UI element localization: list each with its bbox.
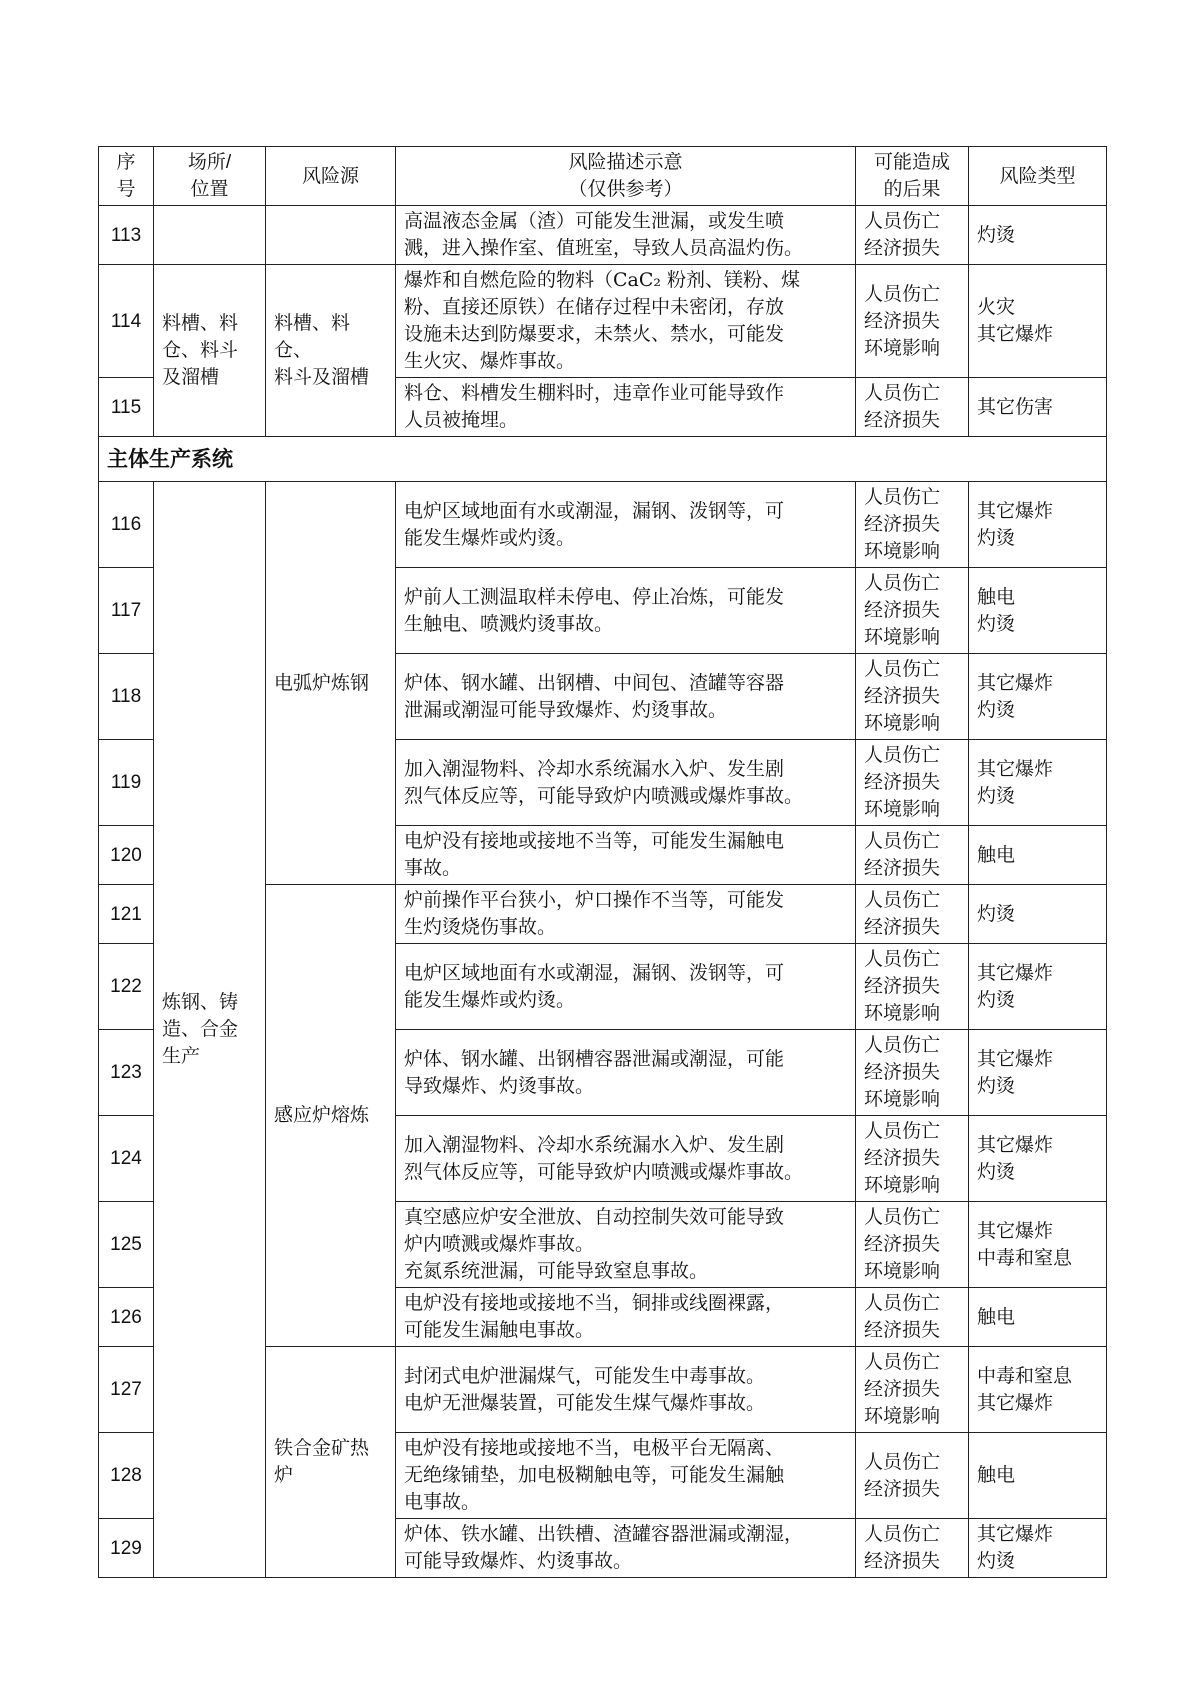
- row-desc: 电炉没有接地或接地不当等，可能发生漏触电 事故。: [396, 826, 856, 885]
- section-row: [99, 437, 1107, 482]
- header-type: 风险类型: [969, 147, 1107, 206]
- row-desc: 加入潮湿物料、冷却水系统漏水入炉、发生剧 烈气体反应等，可能导致炉内喷溅或爆炸事故。: [396, 1116, 856, 1202]
- row-no: 117: [99, 568, 154, 654]
- row-consequence: 人员伤亡 经济损失: [856, 1433, 969, 1519]
- row-desc: 炉前操作平台狭小，炉口操作不当等，可能发 生灼烫烧伤事故。: [396, 885, 856, 944]
- header-source: 风险源: [266, 147, 396, 206]
- header-no: 序 号: [99, 147, 154, 206]
- row-type: 其它爆炸 灼烫: [969, 944, 1107, 1030]
- table-row: [99, 482, 1107, 568]
- row-no: 113: [99, 206, 154, 265]
- row-desc: 加入潮湿物料、冷却水系统漏水入炉、发生剧 烈气体反应等，可能导致炉内喷溅或爆炸事故。: [396, 740, 856, 826]
- header-consequence: 可能造成 的后果: [856, 147, 969, 206]
- row-consequence: 人员伤亡 经济损失 环境影响: [856, 1347, 969, 1433]
- row-type: 中毒和窒息 其它爆炸: [969, 1347, 1107, 1433]
- header-location: 场所/ 位置: [154, 147, 266, 206]
- row-desc: 电炉区域地面有水或潮湿，漏钢、泼钢等，可 能发生爆炸或灼烫。: [396, 482, 856, 568]
- row-consequence: 人员伤亡 经济损失 环境影响: [856, 1030, 969, 1116]
- location-cell: 炼钢、铸 造、合金 生产: [154, 482, 266, 1578]
- table-row: [99, 206, 1107, 265]
- row-consequence: 人员伤亡 经济损失 环境影响: [856, 1116, 969, 1202]
- row-no: 127: [99, 1347, 154, 1433]
- risk-table: [98, 146, 1107, 1578]
- row-type: 其它爆炸 灼烫: [969, 740, 1107, 826]
- row-consequence: 人员伤亡 经济损失 环境影响: [856, 654, 969, 740]
- row-consequence: 人员伤亡 经济损失: [856, 1519, 969, 1578]
- row-no: 114: [99, 265, 154, 378]
- row-consequence: 人员伤亡 经济损失: [856, 1288, 969, 1347]
- row-no: 129: [99, 1519, 154, 1578]
- source-cell: 料槽、料仓、 料斗及溜槽: [266, 265, 396, 437]
- row-desc: 炉体、钢水罐、出钢槽容器泄漏或潮湿，可能 导致爆炸、灼烫事故。: [396, 1030, 856, 1116]
- row-desc: 料仓、料槽发生棚料时，违章作业可能导致作 人员被掩埋。: [396, 378, 856, 437]
- row-type: 其它伤害: [969, 378, 1107, 437]
- location-cell: 料槽、料 仓、料斗 及溜槽: [154, 265, 266, 437]
- row-no: 126: [99, 1288, 154, 1347]
- row-desc: 电炉区域地面有水或潮湿，漏钢、泼钢等，可 能发生爆炸或灼烫。: [396, 944, 856, 1030]
- row-no: 124: [99, 1116, 154, 1202]
- row-consequence: 人员伤亡 经济损失 环境影响: [856, 944, 969, 1030]
- row-no: 120: [99, 826, 154, 885]
- row-no: 116: [99, 482, 154, 568]
- header-desc: 风险描述示意 （仅供参考）: [396, 147, 856, 206]
- row-desc: 封闭式电炉泄漏煤气，可能发生中毒事故。 电炉无泄爆装置，可能发生煤气爆炸事故。: [396, 1347, 856, 1433]
- row-source: [266, 206, 396, 265]
- section-title: 主体生产系统: [99, 437, 1107, 482]
- row-desc: 电炉没有接地或接地不当，铜排或线圈裸露， 可能发生漏触电事故。: [396, 1288, 856, 1347]
- row-consequence: 人员伤亡 经济损失: [856, 378, 969, 437]
- source-cell: 铁合金矿热 炉: [266, 1347, 396, 1578]
- row-type: 灼烫: [969, 206, 1107, 265]
- row-type: 其它爆炸 灼烫: [969, 1116, 1107, 1202]
- row-type: 其它爆炸 灼烫: [969, 654, 1107, 740]
- row-desc: 炉体、钢水罐、出钢槽、中间包、渣罐等容器 泄漏或潮湿可能导致爆炸、灼烫事故。: [396, 654, 856, 740]
- row-location: [154, 206, 266, 265]
- row-type: 触电 灼烫: [969, 568, 1107, 654]
- header-row: [99, 147, 1107, 206]
- row-consequence: 人员伤亡 经济损失 环境影响: [856, 568, 969, 654]
- row-type: 其它爆炸 中毒和窒息: [969, 1202, 1107, 1288]
- row-type: 其它爆炸 灼烫: [969, 1519, 1107, 1578]
- row-desc: 真空感应炉安全泄放、自动控制失效可能导致 炉内喷溅或爆炸事故。 充氮系统泄漏，可能导致窒息事故。: [396, 1202, 856, 1288]
- row-no: 122: [99, 944, 154, 1030]
- row-no: 121: [99, 885, 154, 944]
- row-consequence: 人员伤亡 经济损失: [856, 206, 969, 265]
- row-no: 115: [99, 378, 154, 437]
- row-consequence: 人员伤亡 经济损失 环境影响: [856, 265, 969, 378]
- row-desc: 炉体、铁水罐、出铁槽、渣罐容器泄漏或潮湿， 可能导致爆炸、灼烫事故。: [396, 1519, 856, 1578]
- row-no: 119: [99, 740, 154, 826]
- row-consequence: 人员伤亡 经济损失 环境影响: [856, 740, 969, 826]
- row-no: 123: [99, 1030, 154, 1116]
- row-consequence: 人员伤亡 经济损失 环境影响: [856, 1202, 969, 1288]
- row-desc: 电炉没有接地或接地不当，电极平台无隔离、 无绝缘铺垫，加电极糊触电等，可能发生漏触 电事故。: [396, 1433, 856, 1519]
- row-consequence: 人员伤亡 经济损失: [856, 885, 969, 944]
- row-no: 118: [99, 654, 154, 740]
- row-type: 触电: [969, 1433, 1107, 1519]
- table-row: [99, 265, 1107, 378]
- row-no: 128: [99, 1433, 154, 1519]
- row-type: 触电: [969, 1288, 1107, 1347]
- row-desc: 高温液态金属（渣）可能发生泄漏，或发生喷 溅，进入操作室、值班室，导致人员高温灼伤。: [396, 206, 856, 265]
- row-consequence: 人员伤亡 经济损失 环境影响: [856, 482, 969, 568]
- row-type: 灼烫: [969, 885, 1107, 944]
- row-type: 其它爆炸 灼烫: [969, 1030, 1107, 1116]
- row-type: 火灾 其它爆炸: [969, 265, 1107, 378]
- row-desc: 炉前人工测温取样未停电、停止冶炼，可能发 生触电、喷溅灼烫事故。: [396, 568, 856, 654]
- source-cell: 感应炉熔炼: [266, 885, 396, 1347]
- row-desc: 爆炸和自燃危险的物料（CaC₂ 粉剂、镁粉、煤 粉、直接还原铁）在储存过程中未密闭，存放 设施未达到防爆要求，未禁火、禁水，可能发 生火灾、爆炸事故。: [396, 265, 856, 378]
- row-type: 其它爆炸 灼烫: [969, 482, 1107, 568]
- source-cell: 电弧炉炼钢: [266, 482, 396, 885]
- row-type: 触电: [969, 826, 1107, 885]
- row-no: 125: [99, 1202, 154, 1288]
- row-consequence: 人员伤亡 经济损失: [856, 826, 969, 885]
